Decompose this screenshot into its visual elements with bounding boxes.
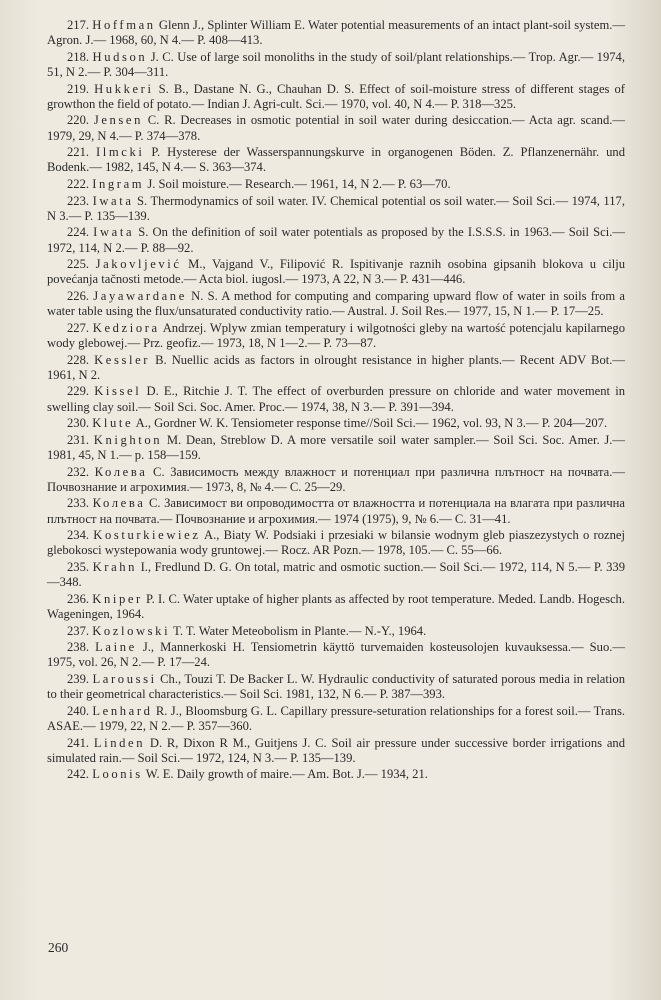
reference-number: 229. xyxy=(67,384,90,399)
reference-author-spaced: Jensen xyxy=(93,113,144,128)
reference-author-spaced: Колева xyxy=(92,496,146,511)
reference-author-spaced: Knighton xyxy=(93,432,163,447)
reference-number: 235. xyxy=(67,559,90,574)
reference-author-spaced: Iwata xyxy=(92,193,134,208)
reference-number: 239. xyxy=(67,671,90,686)
reference-number: 223. xyxy=(67,193,90,208)
reference-number: 238. xyxy=(67,640,90,655)
reference-number: 240. xyxy=(67,703,90,718)
reference-number: 219. xyxy=(67,81,90,96)
reference-entry xyxy=(47,18,625,48)
reference-author-spaced: Колева xyxy=(94,464,148,479)
reference-text: A., Gordner W. K. Tensiometer response time//Soil Sci.— 1962, vol. 93, N 3.— P. 204—207. xyxy=(133,416,608,431)
reference-text: R. J., Bloomsburg G. L. Capillary pressure-seturation relationships for a forest soil.— Trans. ASAE.— 1979, 22, N 2.— P. 357—360. xyxy=(47,703,625,733)
reference-number: 227. xyxy=(67,320,90,335)
reference-author-spaced: Kessler xyxy=(94,352,151,367)
reference-number: 231. xyxy=(67,432,90,447)
reference-author-spaced: Kissel xyxy=(94,384,142,399)
reference-text: C. R. Decreases in osmotic potential in soil water during desiccation.— Acta agr. scand.— 1979, 29, N 4.— P. 374—378. xyxy=(47,113,625,143)
reference-text: Ch., Touzi T. De Backer L. W. Hydraulic conductivity of saturated porous media in relation to their geometrical characteristics.— Soil Sci. 1981, 132, N 6.— P. 387—393. xyxy=(47,671,625,702)
reference-entry xyxy=(47,353,625,383)
reference-number: 225. xyxy=(67,257,90,272)
reference-author-spaced: Kniper xyxy=(92,591,143,606)
reference-author-spaced: Hoffman xyxy=(92,18,156,32)
reference-text: D. R, Dixon R M., Guitjens J. C. Soil air pressure under successive border irrigations and simulated rain.— Soil Sci.— 1972, 124, N 3.— P. 135—139. xyxy=(47,735,626,765)
reference-number: 220. xyxy=(67,113,90,128)
reference-number: 232. xyxy=(67,464,90,479)
reference-author-spaced: Lenhard xyxy=(92,703,153,718)
reference-text: P. I. C. Water uptake of higher plants as affected by root temperature. Meded. Landb. Hogesch. Wageningen, 1964. xyxy=(47,591,626,621)
reference-list xyxy=(47,18,625,784)
reference-author-spaced: Jayawardane xyxy=(93,288,187,303)
reference-text: Glenn J., Splinter William E. Water potential measurements of an intact plant-soil system.— Agron. J.— 1968, 60, N 4.— P. 408—413. xyxy=(47,18,625,48)
reference-text: N. S. A method for computing and comparing upward flow of water in soils from a water table using the flux/unsaturated conductivity ratio.— Austral. J. Soil Res.— 1977, 15, N 1.— P. 17—25. xyxy=(47,288,625,319)
reference-text: S. Thermodynamics of soil water. IV. Chemical potential os soil water.— Soil Sci.— 1974, 117, N 3.— P. 135—139. xyxy=(47,193,625,223)
reference-author-spaced: Hudson xyxy=(92,49,148,64)
reference-number: 224. xyxy=(67,225,90,240)
reference-entry xyxy=(47,145,625,175)
reference-entry xyxy=(47,194,625,224)
reference-author-spaced: Laroussi xyxy=(92,671,157,686)
reference-text: S. B., Dastane N. G., Chauhan D. S. Effect of soil-moisture stress of different stages of growthon the field of potato.— Indian J. Agri-cult. Sci.— 1970, vol. 40, N 4.— P. 318—325. xyxy=(47,81,625,111)
reference-author-spaced: Jakovljević xyxy=(95,257,182,272)
reference-entry xyxy=(47,257,625,287)
reference-number: 218. xyxy=(67,49,90,64)
reference-number: 226. xyxy=(67,288,90,303)
reference-entry xyxy=(47,177,625,192)
reference-number: 237. xyxy=(67,623,90,638)
reference-entry xyxy=(47,704,625,734)
reference-entry xyxy=(47,736,625,766)
reference-text: С. Зависимость между влажност и потенциал при различна плътност на почвата.— Почвознание и агрохимия.— 1973, 8, № 4.— С. 25—29. xyxy=(47,464,625,494)
reference-number: 222. xyxy=(67,176,90,191)
reference-text: J. Soil moisture.— Research.— 1961, 14, N 2.— P. 63—70. xyxy=(144,176,451,191)
reference-entry xyxy=(47,496,625,526)
reference-text: A., Biaty W. Podsiaki i przesiaki w bilansie wodnym gleb piaszezystych o roznej glebokosci wystepowania wody gruntowej.— Rocz. AR Pozn.— 1978, 105.— C. 55—66. xyxy=(47,528,625,558)
reference-entry xyxy=(47,528,625,558)
reference-text: С. Зависимост ви опроводимостта от влажността и потенциала на влагата при различна плътност на почвата.— Почвознание и агрохимия.— 1974 (1975), 9, № 6.— С. 31—41. xyxy=(47,496,625,526)
reference-entry xyxy=(47,433,625,463)
reference-text: I., Fredlund D. G. On total, matric and osmotic suction.— Soil Sci.— 1972, 114, N 5.— P. 339—348. xyxy=(47,559,626,590)
reference-number: 241. xyxy=(67,735,90,750)
reference-author-spaced: Hukkeri xyxy=(94,81,154,96)
reference-author-spaced: Kedziora xyxy=(92,320,160,335)
reference-author-spaced: Ingram xyxy=(92,176,145,191)
reference-entry xyxy=(47,225,625,255)
reference-number: 234. xyxy=(67,528,90,543)
reference-entry xyxy=(47,767,625,782)
reference-text: T. T. Water Meteobolism in Plante.— N.-Y., 1964. xyxy=(170,623,427,638)
reference-number: 242. xyxy=(67,767,90,782)
reference-entry xyxy=(47,416,625,431)
reference-entry xyxy=(47,465,625,495)
reference-number: 236. xyxy=(67,591,90,606)
reference-entry xyxy=(47,592,625,622)
reference-text: W. E. Daily growth of maire.— Am. Bot. J.— 1934, 21. xyxy=(142,767,428,782)
reference-number: 221. xyxy=(67,145,90,160)
reference-text: S. On the definition of soil water potentials as proposed by the I.S.S.S. in 1963.— Soil Sci.— 1972, 114, N 2.— P. 88—92. xyxy=(47,225,625,255)
reference-author-spaced: Krahn xyxy=(92,559,138,574)
reference-text: D. E., Ritchie J. T. The effect of overburden pressure on chloride and water movement in swelling clay soil.— Soil Sci. Soc. Amer. Proc.— 1974, 38, N 3.— P. 391—394. xyxy=(47,384,625,414)
reference-text: M. Dean, Streblow D. A more versatile soil water sampler.— Soil Sci. Soc. Amer. J.— 1981, 45, N 1.— p. 158—159. xyxy=(47,432,625,462)
reference-text: J. C. Use of large soil monoliths in the study of soil/plant relationships.— Trop. Agr.— 1974, 51, N 2.— P. 304—311. xyxy=(47,49,625,79)
reference-entry xyxy=(47,321,625,351)
reference-number: 233. xyxy=(67,496,90,511)
reference-text: B. Nuellic acids as factors in olrought resistance in higher plants.— Recent ADV Bot.— 1961, N 2. xyxy=(47,352,625,382)
reference-number: 230. xyxy=(67,416,90,431)
reference-entry xyxy=(47,82,625,112)
reference-author-spaced: Kozlowski xyxy=(92,623,171,638)
page-number: 260 xyxy=(48,940,69,955)
reference-author-spaced: Laine xyxy=(95,640,137,655)
reference-author-spaced: Linden xyxy=(93,735,146,750)
reference-text: J., Mannerkoski H. Tensiometrin käyttö turvemaiden kosteusolojen kuvauksessa.— Suo.— 1975, vol. 26, N 2.— P. 17—24. xyxy=(47,640,625,670)
reference-entry xyxy=(47,560,625,590)
reference-author-spaced: Kosturkiewiez xyxy=(93,528,201,543)
reference-entry xyxy=(47,50,625,80)
reference-number: 217. xyxy=(67,18,90,32)
reference-number: 228. xyxy=(67,352,90,367)
reference-entry xyxy=(47,384,625,414)
reference-text: P. Hysterese der Wasserspannungskurve in organogenen Böden. Z. Pflanzenernähr. und Bodenk.— 1982, 145, N 4.— S. 363—374. xyxy=(47,145,625,175)
reference-author-spaced: Iwata xyxy=(93,225,135,240)
reference-text: Andrzej. Wplyw zmian temperatury i wilgotności gleby na wartość potencjalu kapilarnego wody glebowej.— Prz. geofiz.— 1973, 18, N 1—2.— P. 73—87. xyxy=(47,320,625,350)
reference-author-spaced: Loonis xyxy=(92,767,143,782)
reference-text: M., Vajgand V., Filipović R. Ispitivanje raznih osobina gipsanih blokova u cilju povećanja tačnosti metode.— Acta biol. iugosl.— 1973, A 22, N 3.— P. 431—446. xyxy=(47,257,625,287)
reference-author-spaced: Klute xyxy=(92,416,134,431)
reference-entry xyxy=(47,113,625,143)
reference-entry xyxy=(47,289,625,319)
reference-entry xyxy=(47,624,625,639)
reference-entry xyxy=(47,672,625,702)
reference-author-spaced: Ilmcki xyxy=(95,145,145,160)
reference-entry xyxy=(47,640,625,670)
